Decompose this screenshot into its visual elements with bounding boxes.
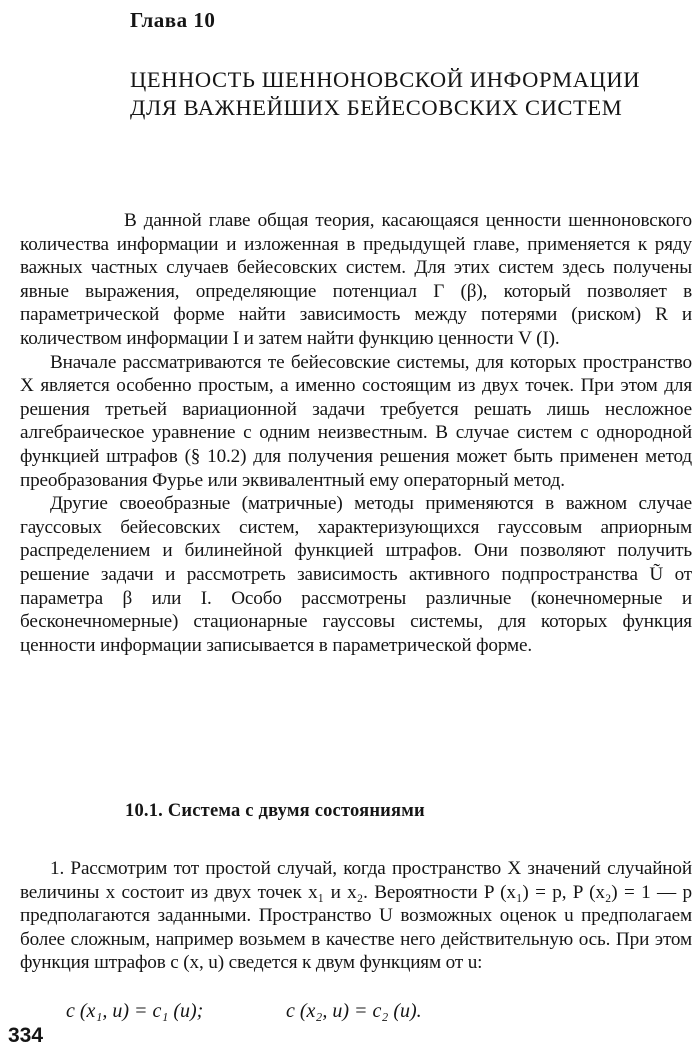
intro-paragraph-1: В данной главе общая теория, касающаяся ценности шенноновского количества информации и изложенная в предыдущей главе, применяется к ряду важных частных случаев бейесовских систем. Для этих систем здесь получены явные выражения, определяющие потенциал Γ (β), который позволяет в параметрической форме найти зависимость между потерями (риском) R и количеством информации I и затем найти функцию ценности V (I). (20, 210, 692, 349)
formula-left: c (x₁, u) = c₁ (u); (66, 1000, 204, 1022)
chapter-introduction (20, 209, 692, 657)
chapter-title-line-2: ДЛЯ ВАЖНЕЙШИХ БЕЙЕСОВСКИХ СИСТЕМ (130, 95, 623, 120)
chapter-label: Глава 10 (130, 8, 216, 32)
chapter-title-line-1: ЦЕННОСТЬ ШЕННОНОВСКОЙ ИНФОРМАЦИИ (130, 67, 641, 92)
intro-paragraph-2: Вначале рассматриваются те бейесовские системы, для которых пространство X является особенно простым, а именно состоящим из двух точек. При этом для решения третьей вариационной задачи требуется решать лишь несложное алгебраическое уравнение с одним неизвестным. В случае систем с однородной функцией штрафов (§ 10.2) для получения решения может быть применен метод преобразования Фурье или эквивалентный ему операторный метод. (20, 351, 692, 491)
section-heading: 10.1. Система с двумя состояниями (125, 801, 425, 821)
display-formula (66, 1000, 422, 1023)
chapter-title (130, 66, 690, 122)
intro-paragraph-3: Другие своеобразные (матричные) методы применяются в важном случае гауссовых бейесовских систем, характеризующихся гауссовым априорным распределением и билинейной функцией штрафов. Они позволяют получить решение задачи и рассмотреть зависимость активного подпространства Ũ от параметра β или I. Особо рассмотрены различные (конечномерные и бесконечномерные) стационарные гауссовы системы, для которых функция ценности информации записывается в параметрической форме. (20, 493, 692, 656)
section-body (20, 857, 692, 975)
section-paragraph-1: 1. Рассмотрим тот простой случай, когда пространство X значений случайной величины x состоит из двух точек x₁ и x₂. Вероятности P (x₁) = p, P (x₂) = 1 — p предполагаются заданными. Пространство U возможных оценок u предполагаем более сложным, например возьмем в качестве него действительную ось. При этом функция штрафов c (x, u) сведется к двум функциям от u: (20, 858, 692, 974)
formula-right: c (x₂, u) = c₂ (u). (286, 1000, 422, 1022)
page-number: 334 (8, 1024, 44, 1047)
